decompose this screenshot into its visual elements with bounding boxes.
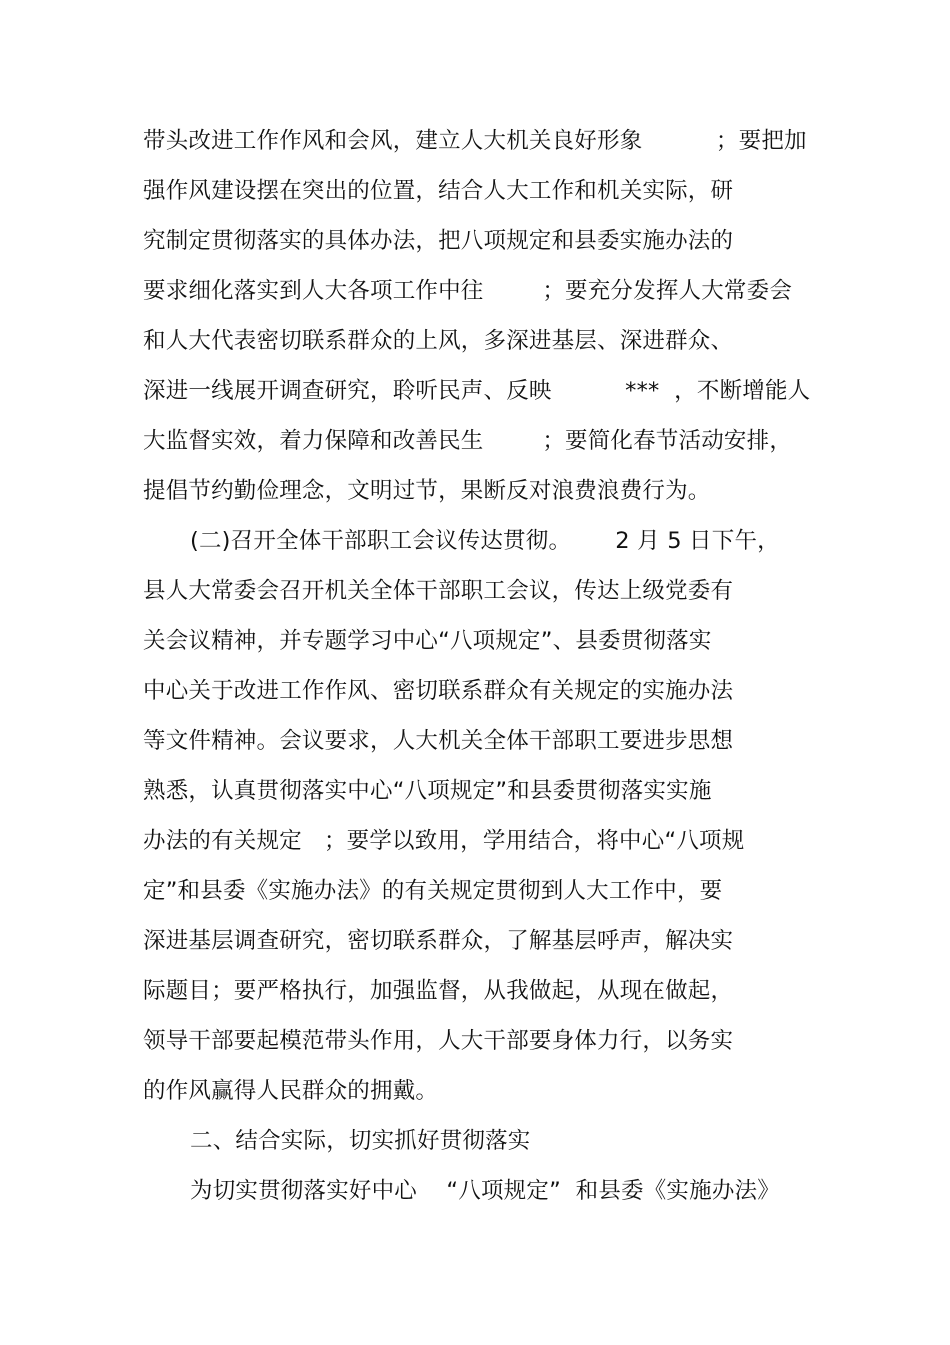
body-text-line: 为切实贯彻落实好中心 “八项规定” 和县委《实施办法》 xyxy=(190,1178,780,1204)
body-text-line: 中心关于改进工作作风、密切联系群众有关规定的实施办法 xyxy=(143,678,734,704)
body-text-line: 定”和县委《实施办法》的有关规定贯彻到人大工作中，要 xyxy=(143,878,723,904)
body-text-line: 大监督实效，着力保障和改善民生 ；要简化春节活动安排， xyxy=(143,428,793,454)
body-text-line: 深进一线展开调查研究，聆听民声、反映 *** ，不断增能人 xyxy=(143,378,811,404)
body-text-line: 等文件精神。会议要求，人大机关全体干部职工要进步思想 xyxy=(143,728,734,754)
body-text-line: 领导干部要起模范带头作用，人大干部要身体力行，以务实 xyxy=(143,1028,734,1054)
section-heading: 二、结合实际，切实抓好贯彻落实 xyxy=(190,1128,531,1154)
body-text-line: 深进基层调查研究，密切联系群众，了解基层呼声，解决实 xyxy=(143,928,734,954)
body-text-line: 究制定贯彻落实的具体办法，把八项规定和县委实施办法的 xyxy=(143,228,734,254)
body-text-line: 关会议精神，并专题学习中心“八项规定”、县委贯彻落实 xyxy=(143,628,712,654)
body-text-line: 际题目；要严格执行，加强监督，从我做起，从现在做起， xyxy=(143,978,734,1004)
body-text-line: 提倡节约勤俭理念，文明过节，果断反对浪费浪费行为。 xyxy=(143,478,711,504)
section-heading: (二)召开全体干部职工会议传达贯彻。 2 月 5 日下午， xyxy=(190,528,780,554)
body-text-line: 要求细化落实到人大各项工作中往 ；要充分发挥人大常委会 xyxy=(143,278,793,304)
body-text-line: 和人大代表密切联系群众的上风，多深进基层、深进群众、 xyxy=(143,328,734,354)
body-text-line: 强作风建设摆在突出的位置，结合人大工作和机关实际，研 xyxy=(143,178,734,204)
body-text-line: 县人大常委会召开机关全体干部职工会议，传达上级党委有 xyxy=(143,578,734,604)
body-text-line: 熟悉，认真贯彻落实中心“八项规定”和县委贯彻落实实施 xyxy=(143,778,712,804)
body-text-line: 的作风赢得人民群众的拥戴。 xyxy=(143,1078,439,1104)
body-text-line: 带头改进工作作风和会风，建立人大机关良好形象 ；要把加 xyxy=(143,128,807,154)
body-text-line: 办法的有关规定 ；要学以致用，学用结合，将中心“八项规 xyxy=(143,828,745,854)
